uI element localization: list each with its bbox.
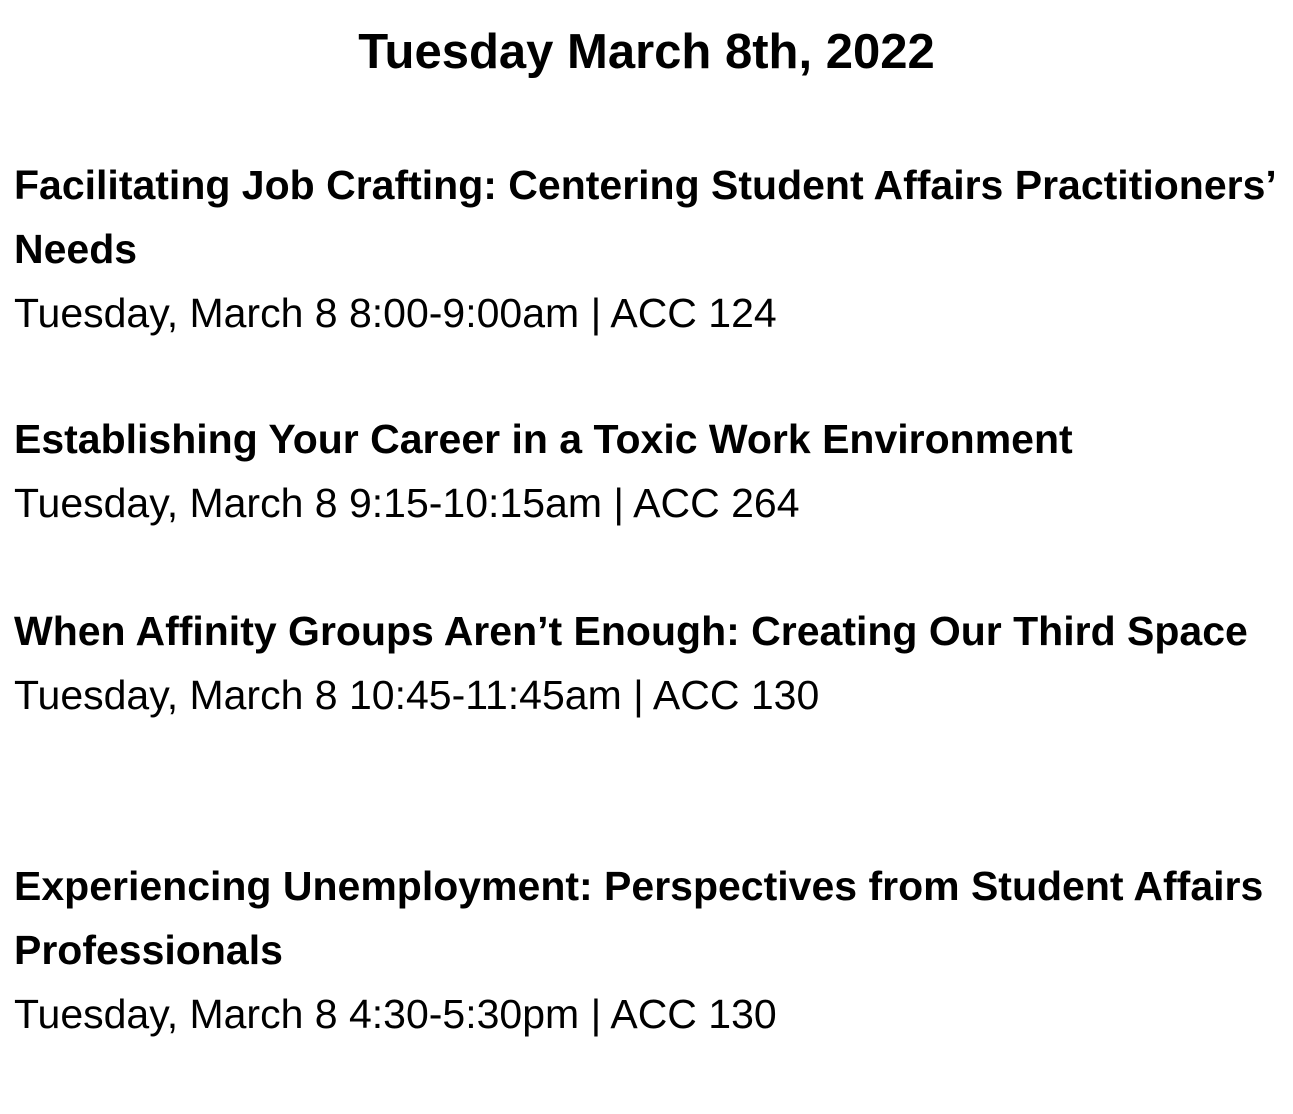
session-details: Tuesday, March 8 9:15-10:15am | ACC 264 [14, 480, 800, 526]
session-title: Establishing Your Career in a Toxic Work Environment [14, 416, 1073, 462]
session-item [14, 153, 1284, 345]
session-item [14, 854, 1284, 1046]
session-details: Tuesday, March 8 10:45-11:45am | ACC 130 [14, 672, 820, 718]
session-item [14, 599, 1284, 727]
session-details: Tuesday, March 8 8:00-9:00am | ACC 124 [14, 290, 777, 336]
session-title: When Affinity Groups Aren’t Enough: Creating Our Third Space [14, 608, 1248, 654]
session-title: Facilitating Job Crafting: Centering Student Affairs Practitioners’ Needs [14, 162, 1275, 272]
session-title: Experiencing Unemployment: Perspectives from Student Affairs Professionals [14, 863, 1264, 973]
session-details: Tuesday, March 8 4:30-5:30pm | ACC 130 [14, 991, 777, 1037]
page-title: Tuesday March 8th, 2022 [358, 25, 935, 79]
session-item [14, 407, 1284, 535]
